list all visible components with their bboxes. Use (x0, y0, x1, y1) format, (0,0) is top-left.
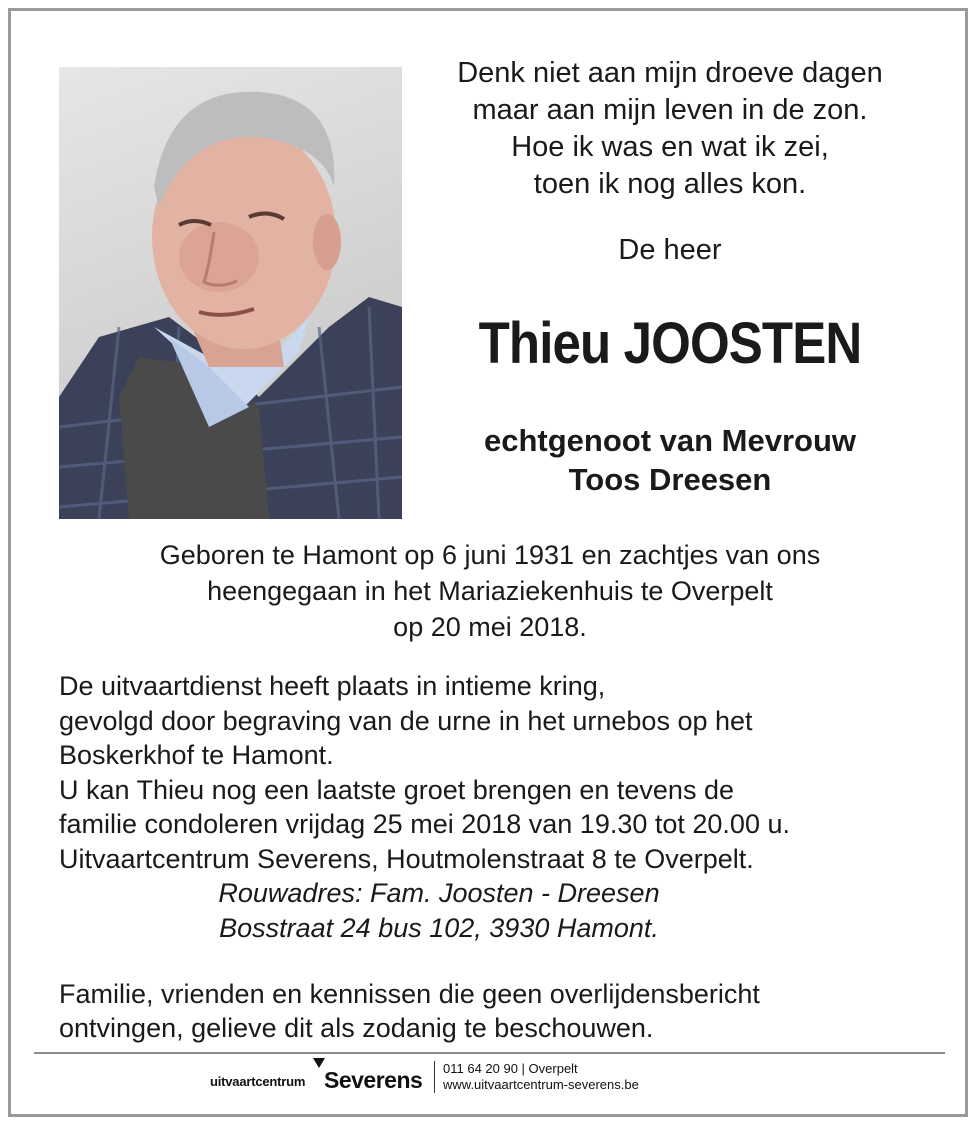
service-line: familie condoleren vrijdag 25 mei 2018 van 19.30 tot 20.00 u. (59, 809, 790, 839)
brand-name: Severens (324, 1067, 423, 1093)
closing-notice (59, 977, 939, 1045)
mourning-address-street: Bosstraat 24 bus 102, 3930 Hamont. (219, 912, 659, 943)
website-link[interactable]: www.uitvaartcentrum-severens.be (443, 1077, 639, 1092)
poem-line: Denk niet aan mijn droeve dagen (457, 57, 883, 89)
poem-line: maar aan mijn leven in de zon. (472, 94, 868, 126)
mourning-address-name: Rouwadres: Fam. Joosten - Dreesen (218, 878, 660, 908)
birth-death-details (40, 537, 940, 645)
closing-line: Familie, vrienden en kennissen die geen overlijdensbericht (59, 979, 760, 1009)
closing-line: ontvingen, gelieve dit als zodanig te beschouwen. (59, 1013, 654, 1043)
phone-location: 011 64 20 90 | Overpelt (443, 1061, 578, 1076)
poem-line: Hoe ik was en wat ik zei, (511, 131, 829, 163)
funeral-service-details (59, 669, 939, 945)
contact-info (443, 1061, 639, 1093)
birth-death-line: op 20 mei 2018. (393, 612, 587, 642)
birth-death-line: Geboren te Hamont op 6 juni 1931 en zachtjes van ons (159, 540, 821, 570)
spouse-info (420, 421, 920, 499)
service-line: U kan Thieu nog een laatste groet brengen en tevens de (59, 774, 734, 805)
spouse-line: echtgenoot van Mevrouw (483, 423, 857, 458)
brand-separator (434, 1061, 435, 1093)
service-line: De uitvaartdienst heeft plaats in intieme kring, (59, 671, 606, 701)
service-line: Boskerkhof te Hamont. (59, 740, 334, 770)
service-line: gevolgd door begraving van de urne in het urnebos op het (59, 705, 753, 736)
honorific: De heer (618, 234, 722, 266)
portrait-photo (59, 67, 402, 519)
poem-line: toen ik nog alles kon. (533, 168, 807, 200)
spouse-name: Toos Dreesen (568, 462, 772, 497)
deceased-name: Thieu JOOSTEN (478, 311, 862, 376)
funeral-home-footer (0, 1057, 980, 1097)
memorial-poem (420, 55, 920, 203)
service-line: Uitvaartcentrum Severens, Houtmolenstraat 8 te Overpelt. (59, 843, 754, 874)
portrait-illustration (59, 67, 402, 519)
brand-prefix: uitvaartcentrum (210, 1074, 306, 1089)
footer-divider (34, 1052, 945, 1054)
birth-death-line: heengegaan in het Mariaziekenhuis te Overpelt (207, 576, 773, 606)
